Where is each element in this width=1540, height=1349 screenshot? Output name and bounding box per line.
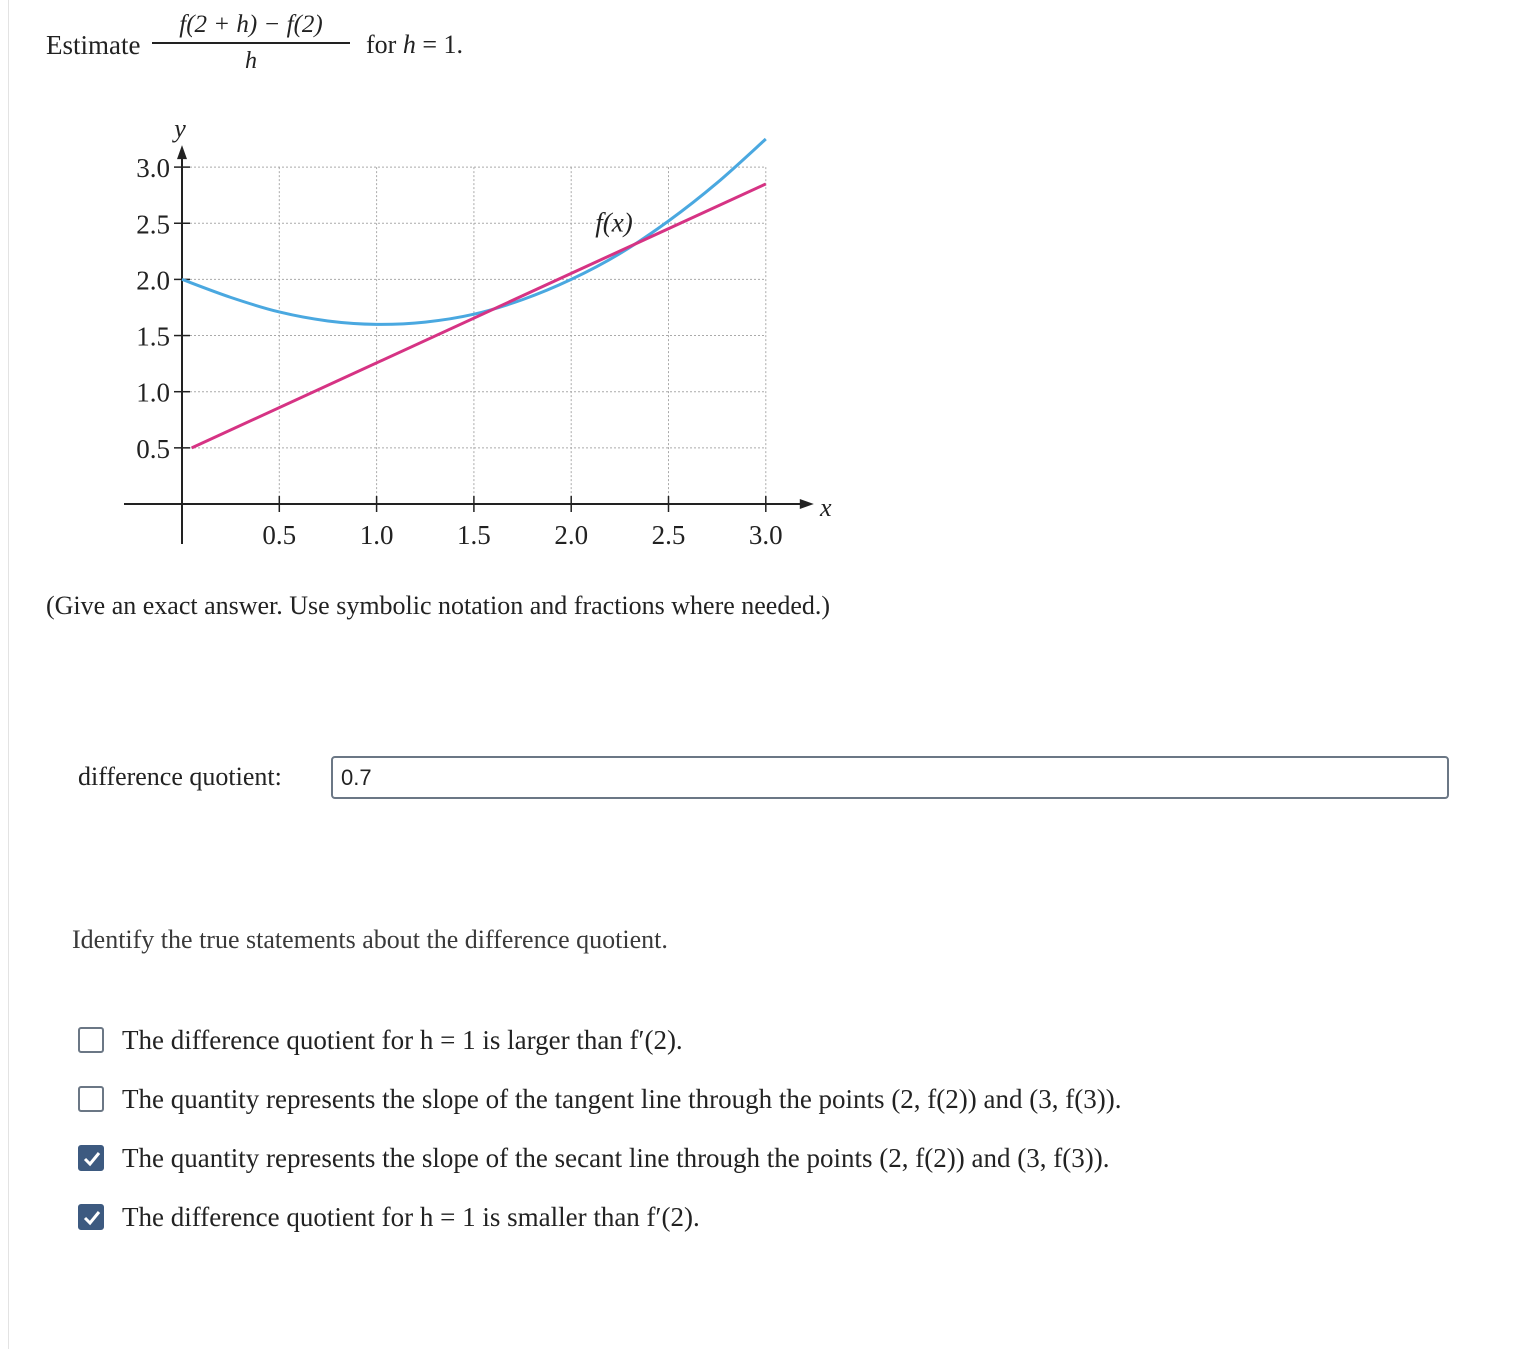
option-text: The quantity represents the slope of the secant line through the points (2, f(2)) and (3, f(3)). [122,1143,1110,1173]
fraction-numerator: f(2 + h) − f(2) [179,11,323,38]
option-tangent-slope[interactable] [78,1084,1378,1124]
y-tick-label: 3.0 [136,153,170,184]
x-tick-label: 2.0 [554,520,589,550]
option-secant-slope[interactable] [78,1143,1378,1183]
checkbox-checked[interactable] [78,1204,104,1230]
y-axis-label: y [174,114,186,144]
x-tick-label: 2.5 [651,520,686,550]
x-axis-arrow-icon [800,499,814,509]
checkbox-checked[interactable] [78,1145,104,1171]
question-prompt: Identify the true statements about the difference quotient. [72,925,668,954]
checkmark-icon [83,1210,101,1226]
option-smaller-than-derivative[interactable] [78,1202,1378,1242]
y-axis-arrow-icon [177,145,187,159]
page-left-border [8,0,9,1349]
answer-instructions: (Give an exact answer. Use symbolic notation and fractions where needed.) [46,591,831,620]
curve-label: f(x) [595,207,633,238]
y-tick-label: 0.5 [136,433,170,464]
difference-quotient-input[interactable] [331,756,1449,799]
condition-text: for h = 1. [366,30,463,59]
option-larger-than-derivative[interactable] [78,1025,1378,1065]
difference-quotient-fraction [152,8,350,78]
x-tick-label: 3.0 [748,520,783,550]
y-tick-label: 1.0 [136,377,170,408]
x-tick-label: 1.5 [457,520,491,550]
estimate-word: Estimate [46,30,141,60]
fraction-denominator: h [245,47,257,74]
function-graph [90,100,830,560]
y-tick-label: 2.5 [136,209,170,240]
y-tick-label: 1.5 [136,321,170,352]
x-tick-label: 0.5 [262,520,297,550]
x-tick-label: 1.0 [359,520,394,550]
checkmark-icon [83,1151,101,1167]
answer-label: difference quotient: [78,762,282,791]
option-text: The difference quotient for h = 1 is smaller than f′(2). [122,1202,700,1232]
option-text: The difference quotient for h = 1 is larger than f′(2). [122,1025,683,1055]
checkbox[interactable] [78,1027,104,1053]
y-tick-label: 2.0 [136,265,170,296]
checkbox[interactable] [78,1086,104,1112]
option-text: The quantity represents the slope of the tangent line through the points (2, f(2)) and (3, f(3)). [122,1084,1122,1114]
x-axis-label: x [820,493,832,522]
